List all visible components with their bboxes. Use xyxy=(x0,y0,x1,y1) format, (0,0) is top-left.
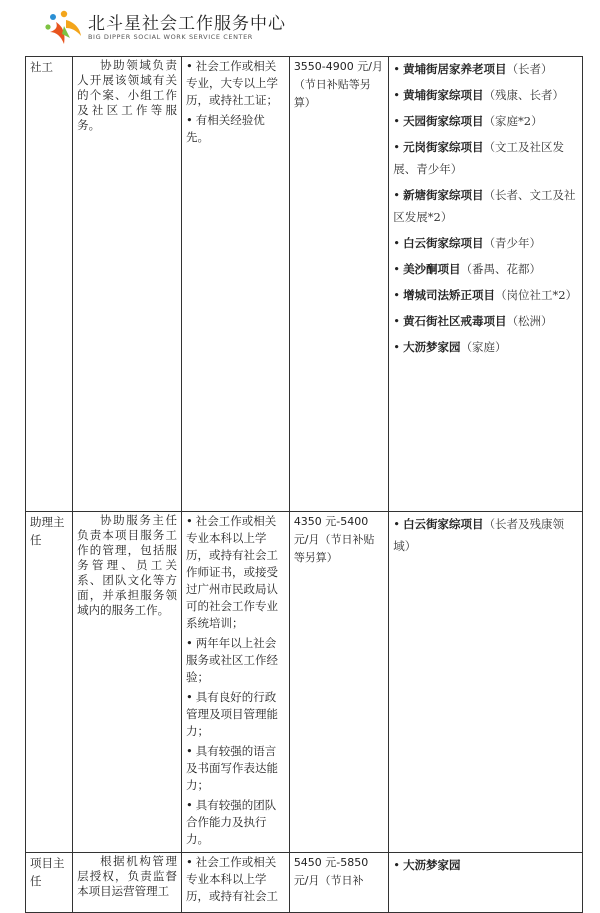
projects-cell xyxy=(389,512,583,853)
project-item xyxy=(393,136,578,180)
project-note: （松洲） xyxy=(506,314,553,328)
project-item xyxy=(393,184,578,228)
project-item xyxy=(393,232,578,254)
project-item xyxy=(393,854,578,876)
project-note: （岗位社工*2） xyxy=(495,288,578,302)
description-cell: 根据机构管理层授权，负责监督本项目运营管理工 xyxy=(73,853,182,913)
requirements-cell xyxy=(181,853,289,913)
salary-cell: 5450 元-5850 元/月（节日补 xyxy=(289,853,388,913)
job-openings-table xyxy=(25,56,583,913)
requirements-cell xyxy=(181,57,289,512)
table-row xyxy=(26,853,583,913)
project-item xyxy=(393,310,578,332)
project-note: （家庭） xyxy=(460,340,507,354)
project-name: 白云街家综项目 xyxy=(403,517,484,531)
project-note: （长者、文工及社区发展*2） xyxy=(393,188,576,224)
position-cell: 项目主任 xyxy=(26,853,73,913)
project-name: 天园街家综项目 xyxy=(403,114,484,128)
project-name: 黄埔街家综项目 xyxy=(403,88,484,102)
table-row xyxy=(26,57,583,512)
requirement-item: • 具有较强的语言及书面写作表达能力； xyxy=(186,743,285,794)
project-note: （青少年） xyxy=(483,236,542,250)
salary-cell: 4350 元-5400 元/月（节日补贴等另算） xyxy=(289,512,388,853)
page-header xyxy=(0,0,600,56)
project-name: 黄埔街居家养老项目 xyxy=(403,62,507,76)
requirement-item: • 社会工作或相关专业本科以上学历，或持有社会工 xyxy=(186,854,285,905)
project-name: 增城司法矫正项目 xyxy=(403,288,496,302)
project-note: （长者） xyxy=(506,62,553,76)
project-name: 白云街家综项目 xyxy=(403,236,484,250)
requirement-item: • 具有良好的行政管理及项目管理能力； xyxy=(186,689,285,740)
project-item xyxy=(393,58,578,80)
project-item xyxy=(393,284,578,306)
project-note: （番禺、花都） xyxy=(460,262,542,276)
big-dipper-logo-icon xyxy=(44,10,84,46)
requirements-cell xyxy=(181,512,289,853)
organization-name: 北斗星社会工作服务中心 xyxy=(88,14,286,34)
project-name: 元岗街家综项目 xyxy=(403,140,484,154)
project-note: （残康、长者） xyxy=(483,88,565,102)
salary-cell: 3550-4900 元/月（节日补贴等另算） xyxy=(289,57,388,512)
position-cell: 社工 xyxy=(26,57,73,512)
project-note: （文工及社区发展、青少年） xyxy=(393,140,565,176)
description-cell: 协助服务主任负责本项目服务工作的管理，包括服务管理、员工关系、团队文化等方面，并承担服务领域内的服务工作。 xyxy=(73,512,182,853)
requirement-item: • 社会工作或相关专业，大专以上学历，或持社工证； xyxy=(186,58,285,109)
project-item xyxy=(393,513,578,557)
position-cell: 助理主任 xyxy=(26,512,73,853)
project-name: 大沥梦家园 xyxy=(403,340,461,354)
project-name: 大沥梦家园 xyxy=(403,858,461,872)
requirement-item: • 两年年以上社会服务或社区工作经验； xyxy=(186,635,285,686)
requirement-item: • 具有较强的团队合作能力及执行力。 xyxy=(186,797,285,848)
project-item xyxy=(393,110,578,132)
description-cell: 协助领域负责人开展该领域有关的个案、小组工作及社区工作等服务。 xyxy=(73,57,182,512)
project-item xyxy=(393,258,578,280)
project-name: 黄石街社区戒毒项目 xyxy=(403,314,507,328)
projects-cell xyxy=(389,853,583,913)
projects-cell xyxy=(389,57,583,512)
project-name: 新塘街家综项目 xyxy=(403,188,484,202)
organization-english-name: BIG DIPPER SOCIAL WORK SERVICE CENTER xyxy=(88,33,253,41)
project-name: 美沙酮项目 xyxy=(403,262,461,276)
requirement-item: • 社会工作或相关专业本科以上学历，或持有社会工作师证书，或接受过广州市民政局认可的社会工作专业系统培训； xyxy=(186,513,285,632)
project-note: （家庭*2） xyxy=(483,114,543,128)
project-note: （长者及残康领域） xyxy=(393,517,565,553)
project-item xyxy=(393,336,578,358)
requirement-item: • 有相关经验优先。 xyxy=(186,112,285,146)
project-item xyxy=(393,84,578,106)
table-row xyxy=(26,512,583,853)
